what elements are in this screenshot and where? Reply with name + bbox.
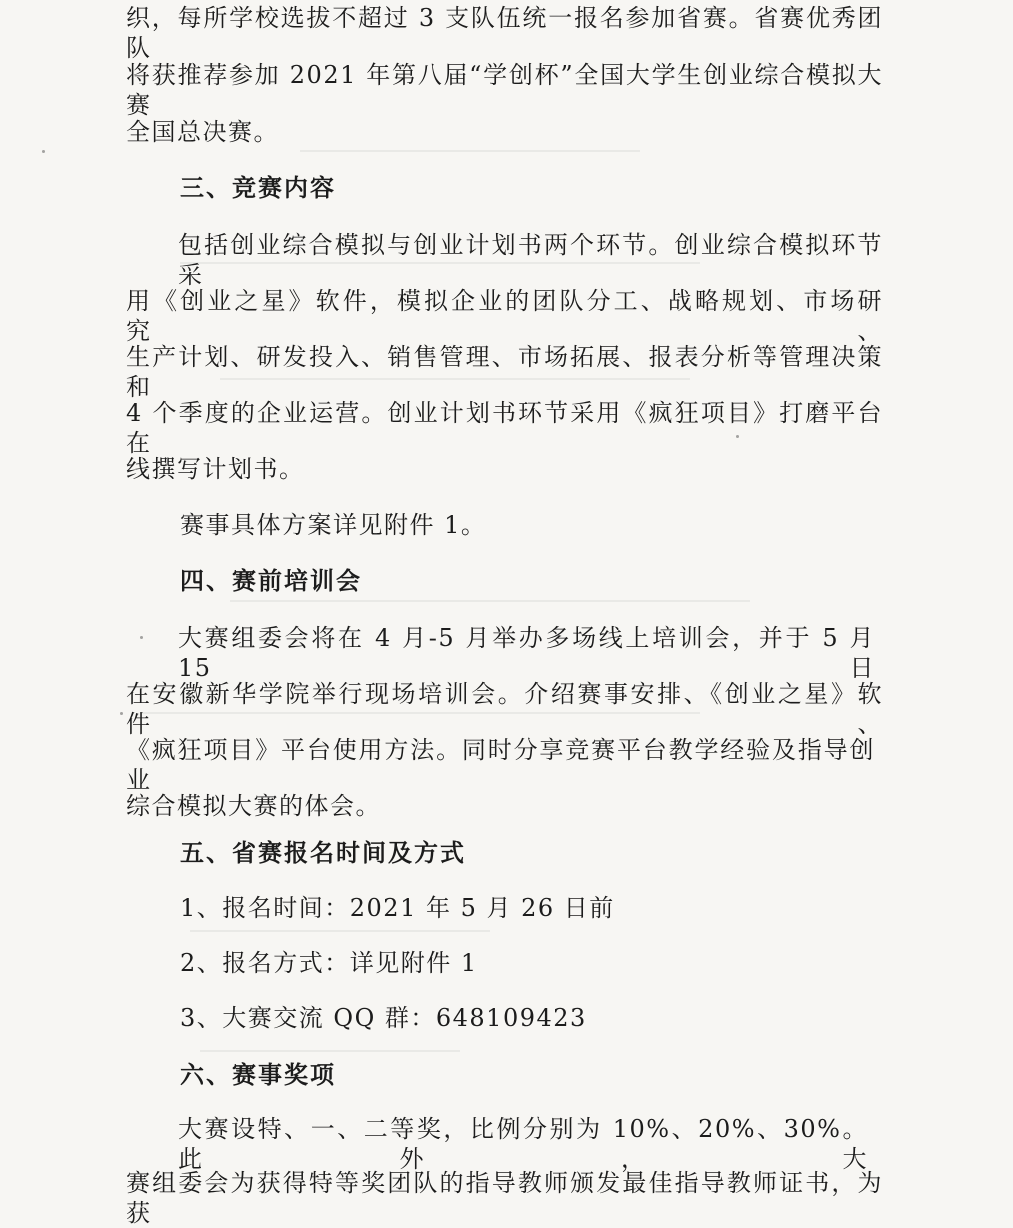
paragraph-line: 《疯狂项目》平台使用方法。同时分享竞赛平台教学经验及指导创业 <box>126 736 875 794</box>
speck <box>140 636 143 639</box>
bleed-through <box>300 150 640 152</box>
list-item: 2、报名方式：详见附件 1 <box>180 949 478 977</box>
section-heading: 四、赛前培训会 <box>180 567 362 595</box>
list-item: 3、大赛交流 QQ 群：648109423 <box>180 1004 587 1032</box>
section-heading: 五、省赛报名时间及方式 <box>180 839 466 867</box>
section-heading: 六、赛事奖项 <box>180 1061 336 1089</box>
bleed-through <box>200 1050 460 1052</box>
paragraph-line: 织，每所学校选拔不超过 3 支队伍统一报名参加省赛。省赛优秀团队 <box>126 4 883 62</box>
paragraph-line: 大赛组委会将在 4 月-5 月举办多场线上培训会，并于 5 月 15 日 <box>178 624 875 682</box>
paragraph-line: 将获推荐参加 2021 年第八届“学创杯”全国大学生创业综合模拟大赛 <box>126 61 883 119</box>
section-heading: 三、竞赛内容 <box>180 174 336 202</box>
paragraph-line: 综合模拟大赛的体会。 <box>126 792 381 820</box>
paragraph-line: 大赛设特、一、二等奖，比例分别为 10%、20%、30%。此外，大 <box>178 1115 868 1173</box>
paragraph-line: 4 个季度的企业运营。创业计划书环节采用《疯狂项目》打磨平台在 <box>126 399 883 457</box>
paragraph-line: 在安徽新华学院举行现场培训会。介绍赛事安排、《创业之星》软件、 <box>126 680 883 738</box>
list-item: 1、报名时间：2021 年 5 月 26 日前 <box>180 894 615 922</box>
paragraph-line: 赛组委会为获得特等奖团队的指导教师颁发最佳指导教师证书，为获 <box>126 1169 883 1227</box>
paragraph-line: 全国总决赛。 <box>126 118 279 146</box>
speck <box>42 150 45 153</box>
bleed-through <box>230 600 750 602</box>
paragraph-line: 用《创业之星》软件，模拟企业的团队分工、战略规划、市场研究、 <box>126 287 883 345</box>
paragraph-line: 包括创业综合模拟与创业计划书两个环节。创业综合模拟环节采 <box>178 231 883 289</box>
paragraph-line: 生产计划、研发投入、销售管理、市场拓展、报表分析等管理决策和 <box>126 343 883 401</box>
paragraph-line: 线撰写计划书。 <box>126 455 305 483</box>
speck <box>120 712 123 715</box>
bleed-through <box>190 930 490 932</box>
paragraph-line: 赛事具体方案详见附件 1。 <box>180 511 487 539</box>
